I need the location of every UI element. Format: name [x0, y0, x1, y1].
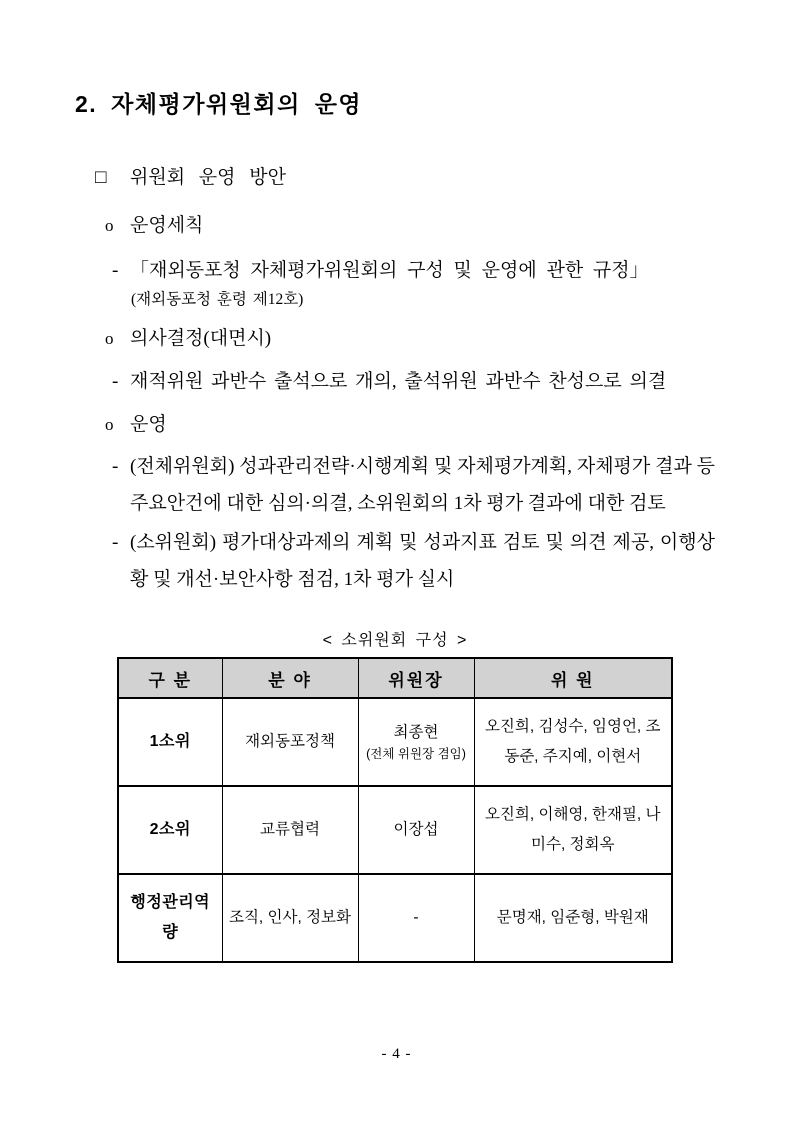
column-header-chair: 위원장 — [358, 658, 474, 698]
chair-note: (전체 위원장 겸임) — [366, 747, 466, 761]
cell-members: 오진희, 이해영, 한재필, 나미수, 정회옥 — [474, 786, 672, 874]
list-item — [75, 448, 715, 522]
list-item-text: (전체위원회) 성과관리전략·시행계획 및 자체평가계획, 자체평가 결과 등 주요안건에 대한 심의·의결, 소위원회의 1차 평가 결과에 대한 검토 — [130, 456, 715, 514]
circle-bullet-icon: o — [105, 415, 114, 434]
chair-name: 최종현 — [393, 724, 439, 741]
cell-chair — [358, 874, 474, 962]
cell-members: 오진희, 김성수, 임영언, 조동준, 주지예, 이현서 — [474, 698, 672, 786]
column-header-category: 구 분 — [118, 658, 222, 698]
cell-category: 2소위 — [118, 786, 222, 874]
table-row — [118, 698, 672, 786]
page-title: 2. 자체평가위원회의 운영 — [75, 91, 363, 117]
list-item — [75, 212, 715, 240]
subcommittee-table — [117, 657, 673, 963]
table-row — [118, 786, 672, 874]
cell-field: 조직, 인사, 정보화 — [222, 874, 358, 962]
cell-members: 문명재, 임준형, 박원재 — [474, 874, 672, 962]
list-item — [75, 325, 715, 353]
cell-category: 행정관리역량 — [118, 874, 222, 962]
section-heading-label: 위원회 운영 방안 — [130, 167, 286, 188]
list-item — [75, 257, 715, 311]
list-item-text: 운영세칙 — [130, 215, 204, 236]
list-item-text: 「재외동포청 자체평가위원회의 구성 및 운영에 관한 규정」 — [130, 260, 649, 281]
chair-name: - — [413, 909, 419, 926]
section-heading — [75, 165, 715, 191]
chair-name: 이장섭 — [393, 821, 439, 838]
column-header-field: 분 야 — [222, 658, 358, 698]
dash-bullet-icon: - — [112, 532, 119, 553]
page-number: - 4 - — [381, 1046, 412, 1062]
cell-chair — [358, 698, 474, 786]
cell-chair — [358, 786, 474, 874]
list-item-text: 재적위원 과반수 출석으로 개의, 출석위원 과반수 찬성으로 의결 — [130, 371, 667, 392]
dash-bullet-icon: - — [112, 456, 119, 477]
list-item-text: 의사결정(대면시) — [130, 328, 272, 349]
cell-field: 재외동포정책 — [222, 698, 358, 786]
list-item — [75, 411, 715, 439]
table-header-row — [118, 658, 672, 698]
list-item-text: (소위원회) 평가대상과제의 계획 및 성과지표 검토 및 의견 제공, 이행상황 및 개선·보안사항 점검, 1차 평가 실시 — [130, 532, 715, 590]
cell-field: 교류협력 — [222, 786, 358, 874]
cell-category: 1소위 — [118, 698, 222, 786]
list-item — [75, 368, 715, 396]
table-row — [118, 874, 672, 962]
list-item — [75, 524, 715, 598]
square-bullet-icon: □ — [95, 167, 107, 188]
dash-bullet-icon: - — [112, 260, 119, 281]
circle-bullet-icon: o — [105, 216, 114, 235]
circle-bullet-icon: o — [105, 329, 114, 348]
list-item-note: (재외동포청 훈령 제12호) — [131, 291, 304, 308]
column-header-members: 위 원 — [474, 658, 672, 698]
list-item-text: 운영 — [130, 414, 167, 435]
dash-bullet-icon: - — [112, 371, 119, 392]
table-caption: < 소위원회 구성 > — [322, 632, 468, 649]
